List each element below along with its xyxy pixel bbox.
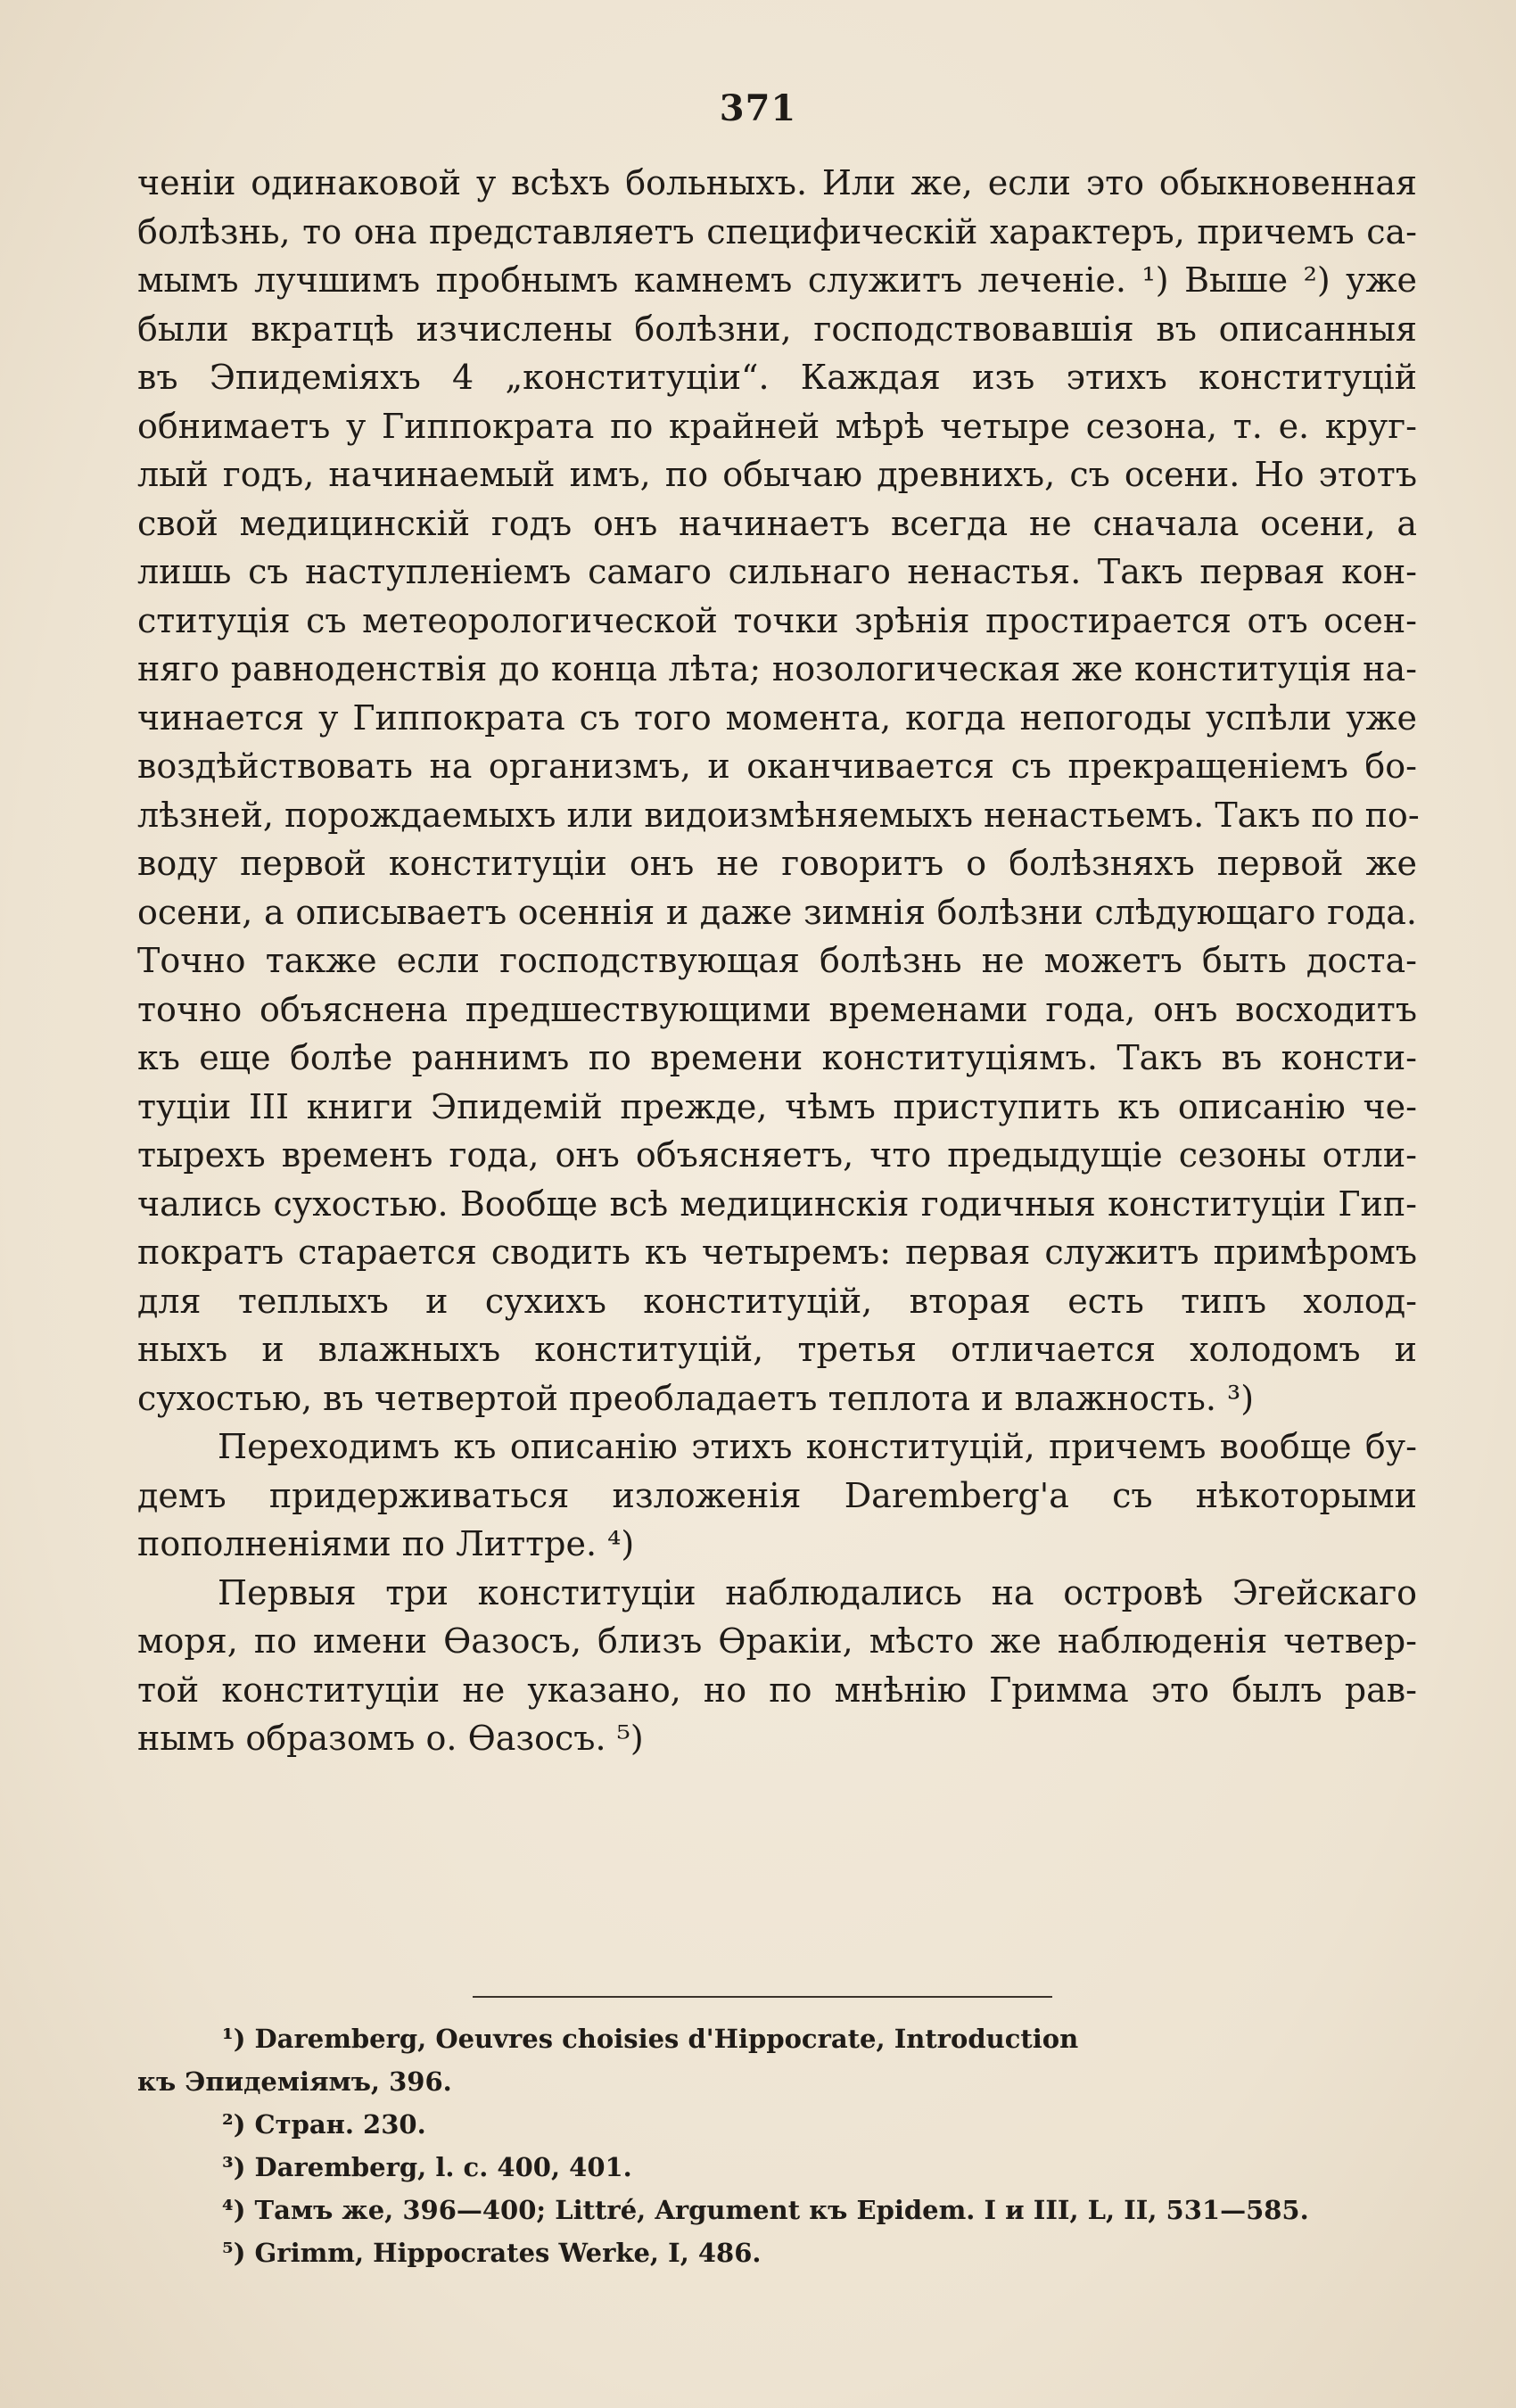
text-line: ченіи одинаковой у всѣхъ больныхъ. Или же, если это обыкновенная	[137, 163, 1417, 202]
text-line: къ еще болѣе раннимъ по времени конституціямъ. Такъ въ консти-	[137, 1038, 1417, 1077]
footnote-continuation: къ Эпидеміямъ, 396.	[137, 2066, 452, 2097]
text-line: туціи III книги Эпидемій прежде, чѣмъ приступить къ описанію че-	[137, 1086, 1417, 1126]
text-line: обнимаетъ у Гиппократа по крайней мѣрѣ четыре сезона, т. е. круг-	[137, 406, 1417, 446]
footnotes	[137, 2017, 1417, 2274]
text-line: въ Эпидеміяхъ 4 „конституціи“. Каждая изъ этихъ конституцій	[137, 358, 1417, 397]
text-line: сухостью, въ четвертой преобладаетъ теплота и влажность. ³)	[137, 1378, 1255, 1418]
text-line: пополненіями по Литтре. ⁴)	[137, 1524, 635, 1563]
text-line: моря, по имени Ѳазосъ, близъ Ѳракіи, мѣсто же наблюденія четвер-	[137, 1621, 1417, 1661]
text-line: няго равноденствія до конца лѣта; нозологическая же конституція на-	[137, 649, 1417, 689]
text-line: ституція съ метеорологической точки зрѣнія простирается отъ осен-	[137, 600, 1417, 640]
text-line: осени, а описываетъ осеннія и даже зимнія болѣзни слѣдующаго года.	[137, 892, 1417, 932]
text-line: тырехъ временъ года, онъ объясняетъ, что предыдущіе сезоны отли-	[137, 1135, 1417, 1175]
footnote: ³) Daremberg, l. c. 400, 401.	[222, 2152, 632, 2182]
text-line: Точно также если господствующая болѣзнь не можетъ быть доста-	[137, 941, 1417, 980]
text-line: были вкратцѣ изчислены болѣзни, господствовавшія въ описанныя	[137, 309, 1417, 349]
text-line: чались сухостью. Вообще всѣ медицинскія годичныя конституціи Гип-	[137, 1183, 1417, 1224]
text-line: мымъ лучшимъ пробнымъ камнемъ служитъ леченіе. ¹) Выше ²) уже	[137, 260, 1417, 300]
text-line: воду первой конституціи онъ не говоритъ о болѣзняхъ первой же	[137, 844, 1417, 883]
text-line: болѣзнь, то она представляетъ специфическій характеръ, причемъ са-	[137, 211, 1417, 252]
text-line: лишь съ наступленіемъ самаго сильнаго ненастья. Такъ первая кон-	[137, 552, 1417, 591]
text-line: пократъ старается сводить къ четыремъ: первая служитъ примѣромъ	[137, 1233, 1417, 1272]
text-line: точно объяснена предшествующими временами года, онъ восходитъ	[137, 989, 1417, 1029]
footnote: ¹) Daremberg, Oeuvres choisies d'Hippocrate, Introduction	[222, 2024, 1079, 2054]
footnote-divider	[473, 1996, 1052, 1998]
text-line: воздѣйствовать на организмъ, и оканчивается съ прекращеніемъ бо-	[137, 746, 1417, 786]
text-line: лый годъ, начинаемый имъ, по обычаю древнихъ, съ осени. Но этотъ	[137, 455, 1417, 494]
footnote: ⁴) Тамъ же, 396—400; Littré, Argument къ Epidem. I и III, L, II, 531—585.	[222, 2195, 1309, 2225]
text-line: для теплыхъ и сухихъ конституцій, вторая есть типъ холод-	[137, 1281, 1417, 1321]
text-line: той конституціи не указано, но по мнѣнію Гримма это былъ рав-	[137, 1670, 1417, 1710]
footnote: ⁵) Grimm, Hippocrates Werke, I, 486.	[222, 2238, 762, 2268]
text-line: свой медицинскій годъ онъ начинаетъ всегда не сначала осени, а	[137, 503, 1417, 543]
text-line: Первыя три конституціи наблюдались на островѣ Эгейскаго	[218, 1572, 1417, 1612]
text-line: ныхъ и влажныхъ конституцій, третья отличается холодомъ и	[137, 1330, 1417, 1369]
text-line: Переходимъ къ описанію этихъ конституцій, причемъ вообще бу-	[218, 1427, 1417, 1466]
text-line: лѣзней, порождаемыхъ или видоизмѣняемыхъ ненастьемъ. Такъ по по-	[137, 795, 1420, 835]
text-line: нымъ образомъ о. Ѳазосъ. ⁵)	[137, 1719, 644, 1758]
footnote: ²) Стран. 230.	[222, 2109, 426, 2140]
text-line: чинается у Гиппократа съ того момента, когда непогоды успѣли уже	[137, 697, 1417, 738]
main-text	[137, 159, 1420, 1763]
page-number: 371	[719, 87, 797, 129]
text-line: демъ придерживаться изложенія Daremberg'а съ нѣкоторыми	[137, 1475, 1417, 1515]
